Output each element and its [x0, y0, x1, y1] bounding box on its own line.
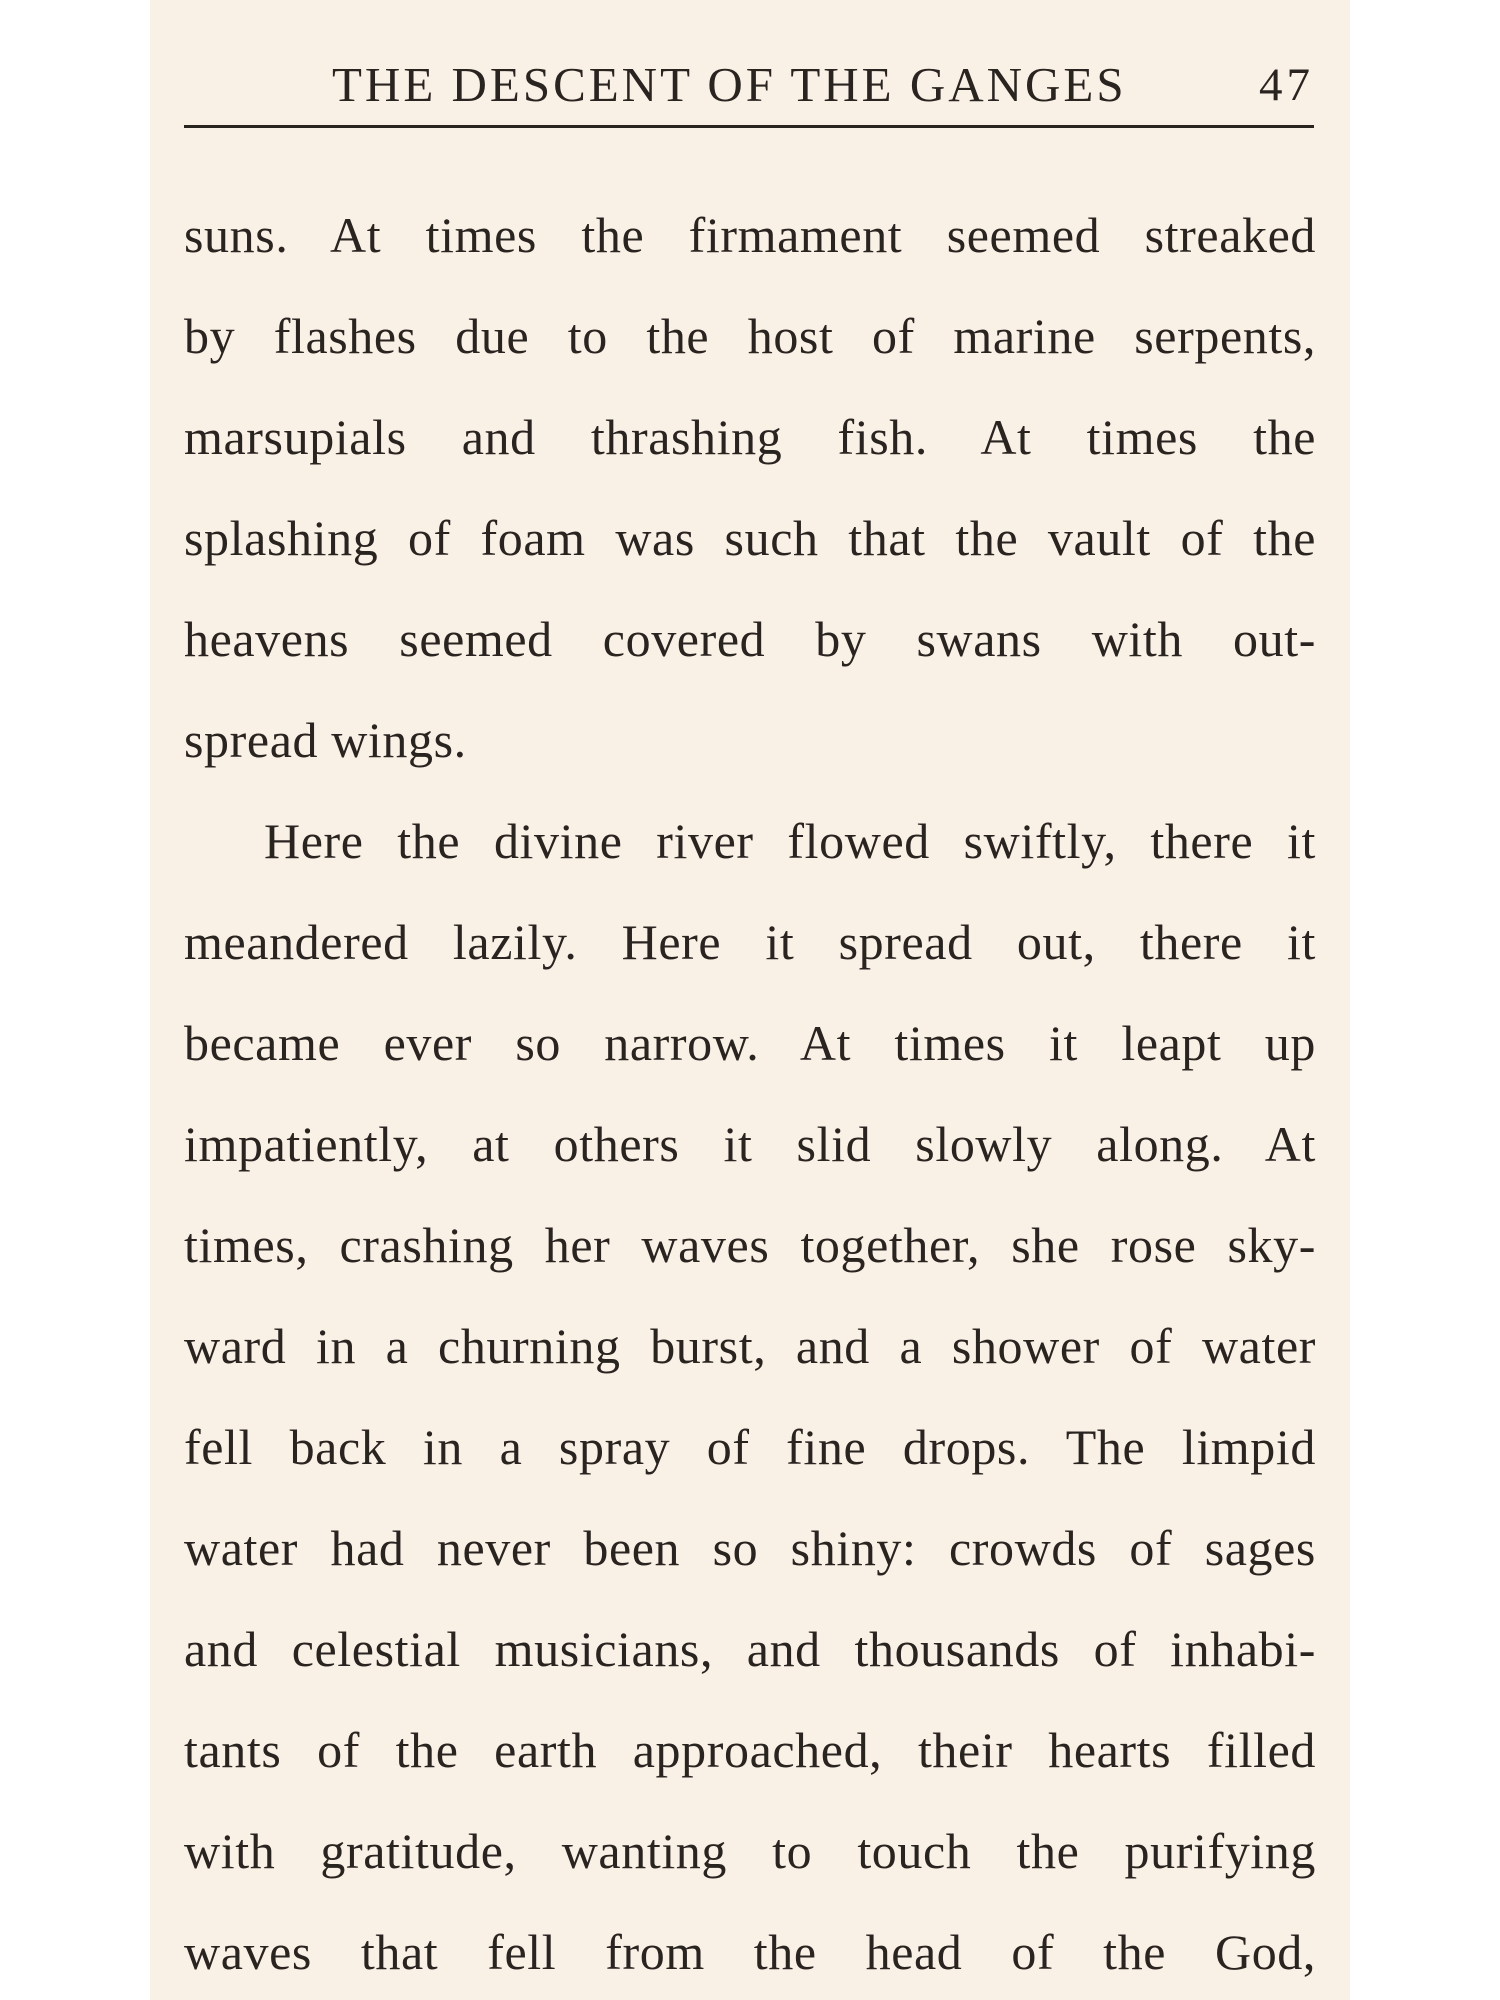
text-line: impatiently, at others it slid slowly along. At — [184, 1116, 1316, 1172]
text-line: meandered lazily. Here it spread out, there it — [184, 914, 1316, 970]
text-line: splashing of foam was such that the vault of the — [184, 510, 1316, 566]
text-line: became ever so narrow. At times it leapt up — [184, 1015, 1316, 1071]
text-line: Here the divine river flowed swiftly, there it — [264, 813, 1316, 869]
text-line: water had never been so shiny: crowds of sages — [184, 1520, 1316, 1576]
text-line: marsupials and thrashing fish. At times the — [184, 409, 1316, 465]
text-line: times, crashing her waves together, she rose sky- — [184, 1217, 1316, 1273]
text-line: fell back in a spray of fine drops. The limpid — [184, 1419, 1316, 1475]
page-number: 47 — [1259, 59, 1314, 111]
paragraph-1 — [184, 185, 1316, 791]
text-line: spread wings. — [184, 712, 467, 768]
paragraph-2 — [184, 791, 1316, 2000]
text-line: heavens seemed covered by swans with out- — [184, 611, 1316, 667]
body-text — [184, 185, 1316, 2000]
text-line: waves that fell from the head of the God, — [184, 1924, 1316, 1980]
running-head — [184, 55, 1314, 128]
text-line: ward in a churning burst, and a shower of water — [184, 1318, 1316, 1374]
text-line: and celestial musicians, and thousands of inhabi- — [184, 1621, 1316, 1677]
text-line: tants of the earth approached, their hearts filled — [184, 1722, 1316, 1778]
text-line: with gratitude, wanting to touch the purifying — [184, 1823, 1316, 1879]
running-title: THE DESCENT OF THE GANGES — [332, 57, 1127, 112]
text-line: by flashes due to the host of marine serpents, — [184, 308, 1316, 364]
text-line: suns. At times the firmament seemed streaked — [184, 207, 1316, 263]
book-page — [150, 0, 1350, 2000]
